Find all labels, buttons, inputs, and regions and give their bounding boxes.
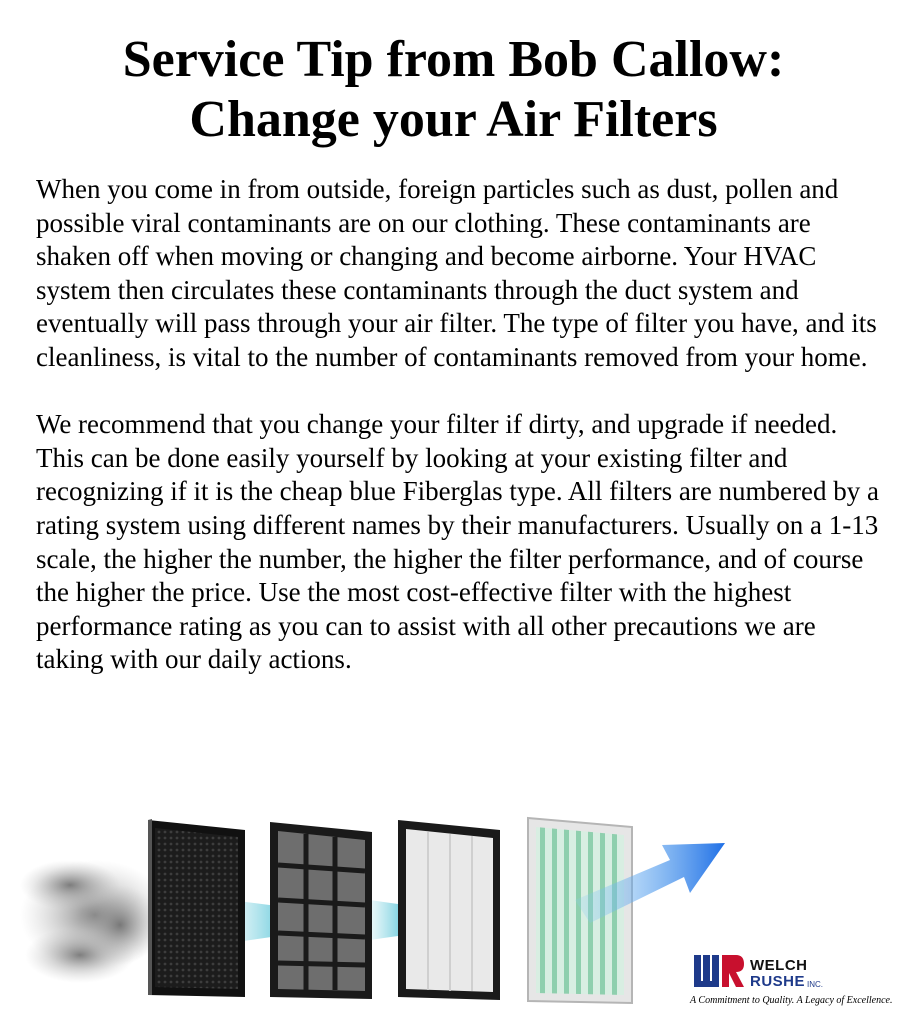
logo-rushe-text: RUSHE (750, 973, 806, 990)
logo-welch-text: WELCH (750, 957, 808, 974)
article-body (36, 173, 886, 677)
welch-rushe-logo (690, 953, 900, 1013)
pleated-filter-icon (528, 818, 632, 1003)
logo-tagline: A Commitment to Quality. A Legacy of Excellence. (690, 995, 893, 1006)
hepa-filter-icon (398, 820, 500, 1000)
logo-mark-icon (694, 953, 746, 991)
carbon-filter-icon (148, 819, 245, 997)
logo-inc-text: INC. (807, 980, 823, 989)
grid-prefilter-icon (270, 822, 372, 999)
paragraph-1: When you come in from outside, foreign particles such as dust, pollen and possible viral contaminants are on our clothing. These contaminants are shaken off when moving or changing and become airborne. Your HVAC system then circulates these contaminants through the duct system and eventually will pass through your air filter. The type of filter you have, and its cleanliness, is vital to the number of contaminants removed from your home. (36, 174, 877, 372)
page-title (0, 30, 907, 150)
dust-cloud-icon (20, 860, 170, 983)
paragraph-2: We recommend that you change your filter if dirty, and upgrade if needed. This can be done easily yourself by looking at your existing filter and recognizing if it is the cheap blue Fiberglas type. All filters are numbered by a rating system using different names by their manufacturers. Usually on a 1-13 scale, the higher the number, the higher the filter performance, and of course the higher the price. Use the most cost-effective filter with the highest performance rating as you can to assist with all other precautions we are taking with our daily actions. (36, 409, 879, 675)
title-line-2: Change your Air Filters (189, 91, 718, 148)
title-line-1: Service Tip from Bob Callow: (122, 31, 785, 88)
